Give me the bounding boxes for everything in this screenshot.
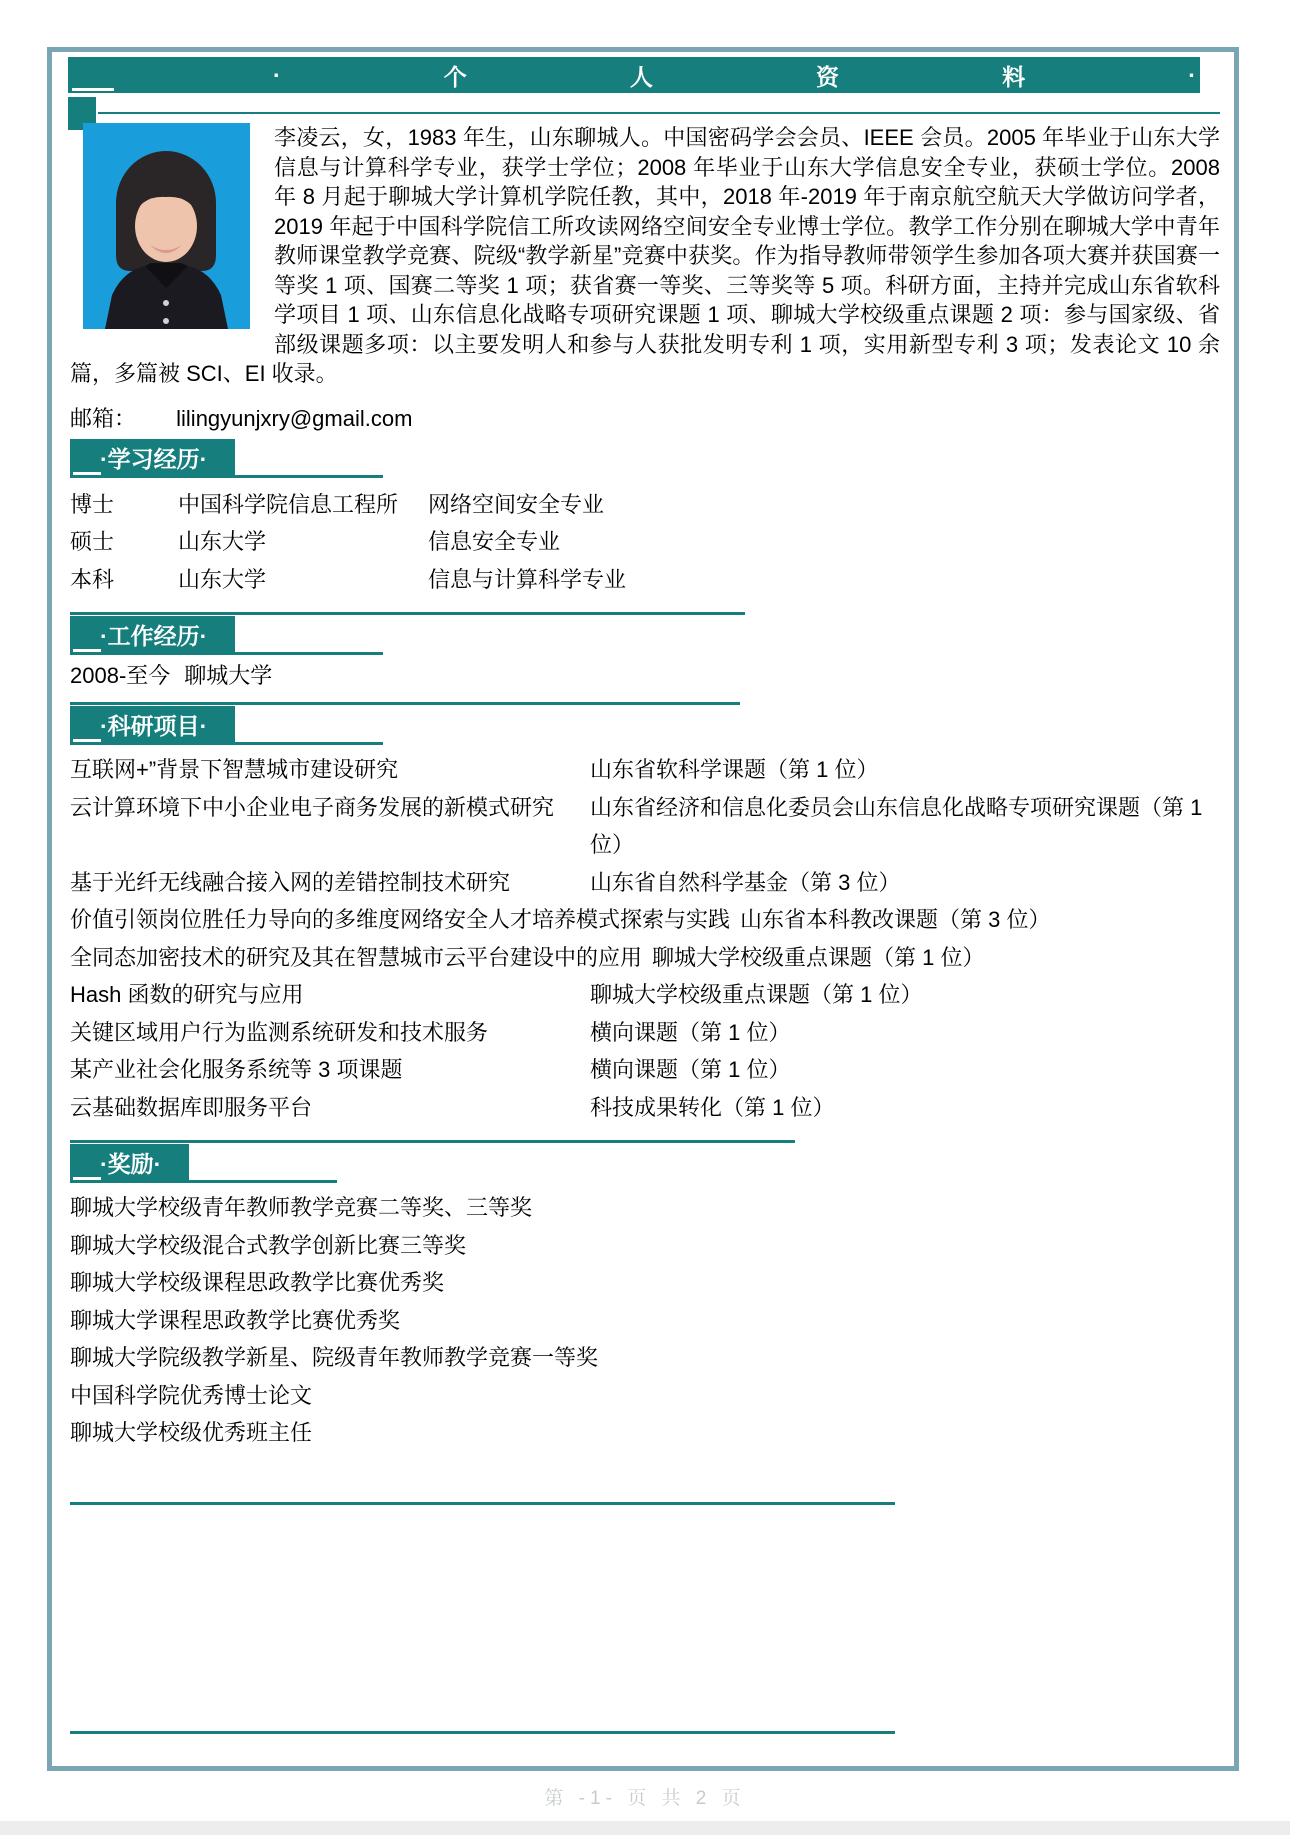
page-content bbox=[57, 57, 1229, 1505]
project-row bbox=[70, 1014, 1220, 1052]
project-title: 云计算环境下中小企业电子商务发展的新模式研究 bbox=[70, 794, 555, 820]
award-item: 聊城大学校级混合式教学创新比赛三等奖 bbox=[70, 1232, 467, 1258]
project-title: 某产业社会化服务系统等 3 项课题 bbox=[70, 1057, 403, 1082]
title-bar-char: 个 bbox=[443, 63, 467, 90]
projects-list bbox=[70, 751, 1220, 1126]
section-underline bbox=[235, 742, 383, 745]
project-row bbox=[70, 939, 1220, 977]
project-row bbox=[70, 751, 1220, 789]
award-item: 聊城大学课程思政教学比赛优秀奖 bbox=[70, 1307, 401, 1333]
email-value: lilingyunjxry@gmail.com bbox=[176, 405, 413, 431]
project-funder: 山东省软科学课题（第 1 位） bbox=[590, 757, 879, 782]
section-header-work bbox=[70, 616, 235, 655]
project-funder: 科技成果转化（第 1 位） bbox=[590, 1094, 835, 1120]
project-funder: 横向课题（第 1 位） bbox=[590, 1057, 791, 1082]
section-projects bbox=[70, 711, 1220, 745]
title-bar-char: 料 bbox=[1002, 63, 1026, 90]
section-header-awards bbox=[70, 1144, 189, 1183]
section-header-projects bbox=[70, 706, 235, 745]
separator-line bbox=[70, 1140, 795, 1143]
award-item: 聊城大学校级优秀班主任 bbox=[70, 1420, 313, 1445]
section-work bbox=[70, 621, 1220, 655]
education-school: 山东大学 bbox=[178, 566, 267, 592]
title-bar-char: 资 bbox=[816, 63, 840, 90]
project-title: 基于光纤无线融合接入网的差错控制技术研究 bbox=[70, 869, 511, 895]
project-funder: 聊城大学校级重点课题（第 1 位） bbox=[590, 982, 923, 1007]
education-school: 中国科学院信息工程所 bbox=[178, 491, 399, 517]
education-major: 信息与计算科学专业 bbox=[428, 566, 627, 592]
email-label: 邮箱： bbox=[70, 405, 137, 431]
project-title: 价值引领岗位胜任力导向的多维度网络安全人才培养模式探索与实践 bbox=[70, 907, 731, 932]
work-employer: 聊城大学 bbox=[184, 663, 273, 688]
award-item: 聊城大学校级课程思政教学比赛优秀奖 bbox=[70, 1270, 445, 1295]
section-underline bbox=[235, 652, 383, 655]
project-funder: 山东省本科教改课题（第 3 位） bbox=[740, 907, 1051, 932]
project-row bbox=[70, 1051, 1220, 1089]
portrait-illustration bbox=[83, 123, 250, 329]
bio-paragraph bbox=[70, 123, 1220, 389]
award-item: 聊城大学院级教学新星、院级青年教师教学竞赛一等奖 bbox=[70, 1345, 599, 1370]
education-degree: 本科 bbox=[70, 566, 115, 592]
section-education bbox=[70, 444, 1220, 478]
project-funder: 山东省经济和信息化委员会山东信息化战略专项研究课题（第 1 位） bbox=[590, 794, 1203, 857]
separator-line bbox=[70, 1502, 895, 1505]
section-header-education bbox=[70, 439, 235, 478]
project-row bbox=[70, 976, 1220, 1014]
award-item: 中国科学院优秀博士论文 bbox=[70, 1382, 313, 1408]
project-row bbox=[70, 901, 1220, 939]
education-degree: 博士 bbox=[70, 491, 115, 517]
separator-line bbox=[70, 702, 740, 705]
title-bar-char: 人 bbox=[629, 63, 653, 90]
project-title: Hash 函数的研究与应用 bbox=[70, 982, 304, 1007]
page-number: 第 -1- 页 共 2 页 bbox=[544, 1788, 746, 1809]
title-bar-char: · bbox=[273, 61, 281, 88]
work-period: 2008-至今 bbox=[70, 663, 171, 688]
section-label: ·奖励· bbox=[100, 1151, 162, 1177]
award-item: 聊城大学校级青年教师教学竞赛二等奖、三等奖 bbox=[70, 1195, 533, 1220]
project-funder: 山东省自然科学基金（第 3 位） bbox=[590, 869, 901, 895]
project-row bbox=[70, 864, 1220, 902]
education-major: 信息安全专业 bbox=[428, 529, 561, 554]
title-bar-char: · bbox=[1188, 61, 1196, 88]
awards-list bbox=[70, 1189, 1220, 1452]
project-title: 互联网+”背景下智慧城市建设研究 bbox=[70, 757, 399, 782]
document-page bbox=[47, 47, 1239, 1771]
project-title: 云基础数据库即服务平台 bbox=[70, 1094, 313, 1120]
separator-line bbox=[70, 1731, 895, 1734]
education-school: 山东大学 bbox=[178, 529, 267, 554]
section-label: ·科研项目· bbox=[100, 713, 208, 739]
bio-text: 李凌云，女，1983 年生，山东聊城人。中国密码学会会员、IEEE 会员。2005 年毕业于山东大学信息与计算科学专业，获学士学位；2008 年毕业于山东大学信息安全专业，获硕士学位。2008 年 8 月起于聊城大学计算机学院任教，其中，2018 年-2019 年于南京航空航天大学做访问学者，2019 年起于中国科学院信工所攻读网络空间安全专业博士学位。教学工作分别在聊城大学中青年教师课堂教学竞赛、院级“教学新星”竞赛中获奖。作为指导教师带领学生参加各项大赛并获国赛一等奖 1 项、国赛二等奖 1 项；获省赛一等奖、三等奖等 5 项。科研方面，主持并完成山东省软科学项目 1 项、山东信息化战略专项研究课题 1 项、聊城大学校级重点课题 2 项：参与国家级、省部级课题多项：以主要发明人和参与人获批发明专利 1 项，实用新型专利 3 项；发表论文 10 余篇，多篇被 SCI、EI 收录。 bbox=[70, 125, 1220, 386]
section-label: ·学习经历· bbox=[100, 445, 208, 472]
education-major: 网络空间安全专业 bbox=[428, 491, 605, 517]
section-awards bbox=[70, 1149, 1220, 1183]
section-underline bbox=[189, 1180, 337, 1183]
section-label: ·工作经历· bbox=[100, 623, 208, 649]
email-row bbox=[70, 404, 1220, 434]
project-funder: 聊城大学校级重点课题（第 1 位） bbox=[652, 944, 985, 970]
education-table bbox=[70, 486, 1220, 599]
project-row bbox=[70, 1089, 1220, 1127]
work-row bbox=[70, 657, 1220, 694]
separator-line bbox=[70, 612, 745, 615]
project-funder: 横向课题（第 1 位） bbox=[590, 1019, 791, 1045]
project-row bbox=[70, 789, 1220, 864]
project-title: 关键区域用户行为监测系统研发和技术服务 bbox=[70, 1019, 489, 1045]
profile-photo bbox=[83, 123, 250, 329]
page-edge bbox=[0, 1821, 1290, 1835]
education-degree: 硕士 bbox=[70, 529, 115, 554]
project-title: 全同态加密技术的研究及其在智慧城市云平台建设中的应用 bbox=[70, 944, 643, 970]
section-underline bbox=[235, 475, 383, 478]
